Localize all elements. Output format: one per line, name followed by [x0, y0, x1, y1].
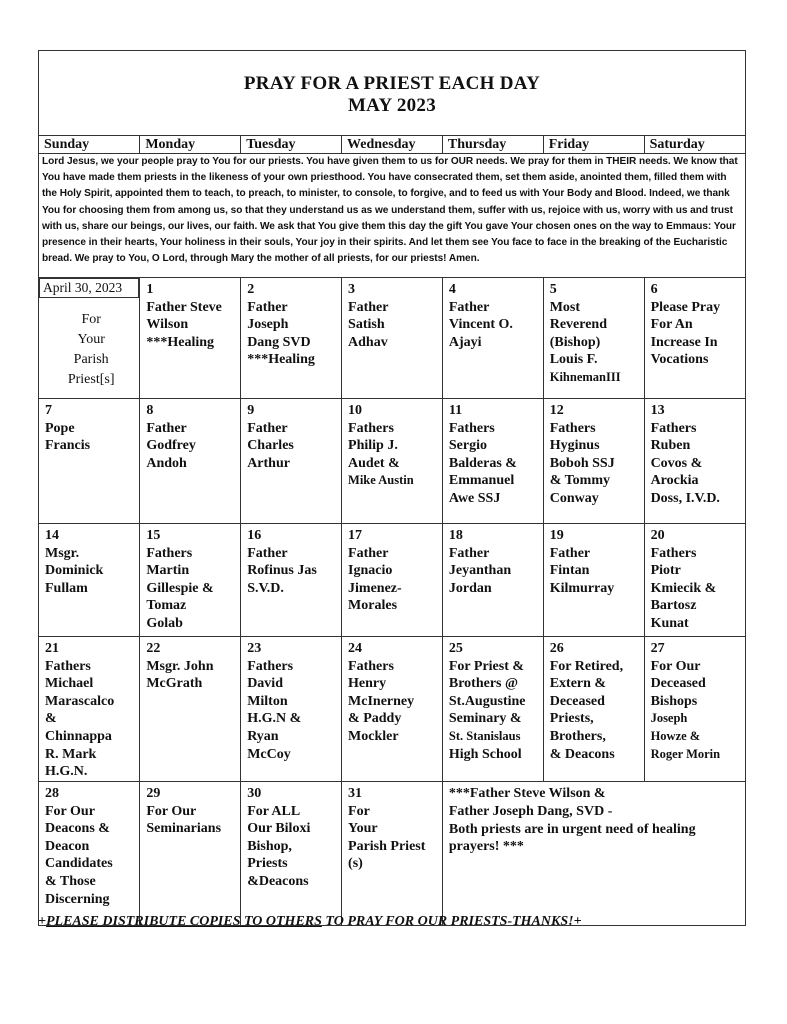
day-intention: Fathers Michael Marascalco & Chinnappa R. Mark H.G.N.	[45, 658, 115, 780]
day-cell	[644, 637, 745, 782]
day-number: 29	[146, 786, 161, 801]
day-intention: Fathers Martin Gillespie & Tomaz Golab	[146, 545, 214, 631]
day-cell	[241, 637, 342, 782]
day-number: 1	[146, 282, 154, 297]
weekday-header-row	[39, 136, 745, 154]
weekday-tuesday: Tuesday	[241, 136, 342, 154]
footer-note	[38, 914, 582, 930]
day-number: 28	[45, 786, 59, 801]
page-title: PRAY FOR A PRIEST EACH DAY	[243, 73, 541, 94]
footer-underlined: PLEASE DISTRIBUTE COPIES TO OTHERS	[45, 914, 322, 929]
day-intention: Fathers Philip J. Audet &	[348, 420, 400, 471]
day-cell	[241, 399, 342, 524]
day-intention: Father Satish Adhav	[348, 299, 389, 350]
day-number: 22	[146, 641, 161, 656]
day-number: 25	[448, 641, 463, 656]
week-row-4	[39, 637, 745, 782]
day-cell	[442, 524, 543, 637]
calendar-title	[39, 51, 745, 136]
day-number: 31	[348, 786, 363, 801]
month-title: MAY 2023	[347, 95, 437, 116]
day-number: 26	[549, 641, 564, 656]
day-intention: Father Joseph Dang SVD ***Healing	[247, 299, 315, 368]
day-intention-small: St. Stanislaus	[448, 728, 521, 743]
day-number: 14	[45, 528, 59, 543]
day-cell	[543, 278, 644, 399]
day-cell	[543, 524, 644, 637]
day-intention: Most Reverend (Bishop) Louis F.	[549, 299, 608, 368]
day-intention: For Retired, Extern & Deceased Priests, Brothers, & Deacons	[549, 658, 624, 762]
weekday-friday: Friday	[543, 136, 644, 154]
day-cell	[644, 524, 745, 637]
day-number: 5	[549, 282, 557, 297]
day-intention: Fathers Piotr Kmiecik & Bartosz Kunat	[650, 545, 717, 631]
day-intention: For Priest & Brothers @ St.Augustine Seminary &	[448, 658, 526, 727]
weekday-sunday: Sunday	[39, 136, 140, 154]
day-number: 12	[549, 403, 564, 418]
weekday-wednesday: Wednesday	[342, 136, 443, 154]
day-intention: Father Vincent O. Ajayi	[448, 299, 513, 350]
day-cell	[342, 278, 443, 399]
weekday-saturday: Saturday	[644, 136, 745, 154]
day-cell	[342, 524, 443, 637]
day-cell	[644, 399, 745, 524]
calendar-grid	[39, 136, 745, 925]
day-cell	[39, 782, 140, 926]
day-number: 23	[247, 641, 262, 656]
day-cell	[140, 782, 241, 926]
day-cell	[39, 399, 140, 524]
day-number: 27	[650, 641, 665, 656]
calendar-sheet	[38, 50, 746, 926]
day-intention: Father Ignacio Jimenez- Morales	[348, 545, 402, 614]
day-number: 10	[348, 403, 363, 418]
day-number: 17	[348, 528, 363, 543]
day-intention: Fathers Ruben Covos & Arockia Doss, I.V.D.	[650, 420, 720, 506]
day-number: 8	[146, 403, 154, 418]
week-row-1	[39, 278, 745, 399]
day-number: 24	[348, 641, 363, 656]
day-number: 9	[247, 403, 255, 418]
day-intention-small: KihnemanIII	[549, 369, 621, 384]
prayer-text: Lord Jesus, we your people pray to You for our priests. You have given them to us for OUR needs. We pray for them in THEIR needs. We know that You have made them priests in the likeness of your own priesthood. You have consecrated them, set them aside, anointed them, filled them with the Holy Spirit, appointed them to teach, to preach, to minister, to console, to forgive, and to feed us with Your Body and Blood. Indeed, we thank You for choosing them from among us, so that they understand us as we understand them, suffer with us, rejoice with us, worry with us and trust with us, share our beings, our lives, our faith. We ask that You give them this day the gift You gave Your chosen ones on the way to Emmaus: Your presence in their hearts, Your holiness in their souls, Your joy in their spirits. And let them see You face to face in the breaking of the Eucharistic bread. We pray to You, O Lord, through Mary the mother of all priests, for our priests! Amen.	[39, 154, 745, 278]
day-cell	[342, 782, 443, 926]
weekday-monday: Monday	[140, 136, 241, 154]
day-cell	[241, 278, 342, 399]
day-intention: Father Jeyanthan Jordan	[448, 545, 512, 596]
day-cell	[140, 278, 241, 399]
day-intention-small: Joseph Howze & Roger Morin	[650, 711, 721, 761]
day-cell	[442, 637, 543, 782]
day-cell	[442, 278, 543, 399]
day-intention: Fathers David Milton H.G.N & Ryan McCoy	[247, 658, 302, 762]
day-intention: For Our Deacons & Deacon Candidates & Those Discerning	[45, 803, 113, 907]
footer-prefix: +	[38, 914, 46, 929]
day-number: 21	[45, 641, 59, 656]
day-number: 19	[549, 528, 564, 543]
day-cell	[140, 524, 241, 637]
day-intention: Fathers Hyginus Boboh SSJ & Tommy Conway	[549, 420, 615, 506]
day-intention: Father Charles Arthur	[247, 420, 294, 471]
day-number: 18	[448, 528, 463, 543]
day-number: 11	[448, 403, 463, 418]
day-cell	[644, 278, 745, 399]
day-number: 16	[247, 528, 262, 543]
day-intention: For Our Seminarians	[146, 803, 222, 837]
day-cell	[140, 637, 241, 782]
footer-suffix: TO PRAY FOR OUR PRIESTS-THANKS!+	[321, 914, 582, 929]
day-intention: Fathers Henry McInerney & Paddy Mockler	[348, 658, 415, 744]
day-cell	[342, 399, 443, 524]
day-number: 2	[247, 282, 255, 297]
day-cell	[39, 637, 140, 782]
prayer-row	[39, 154, 745, 278]
day-intention: Father Rofinus Jas S.V.D.	[247, 545, 317, 596]
day-number: 6	[650, 282, 658, 297]
day-cell	[543, 637, 644, 782]
day-intention: Fathers Sergio Balderas & Emmanuel Awe SSJ	[448, 420, 517, 506]
day-number: 4	[448, 282, 456, 297]
day-number: 13	[650, 403, 665, 418]
day-intention: Pope Francis	[45, 420, 91, 454]
day-cell-april-30	[39, 278, 140, 399]
healing-note-text: ***Father Steve Wilson & Father Joseph Dang, SVD - Both priests are in urgent need of healing prayers! ***	[448, 786, 696, 855]
day-number: 30	[247, 786, 262, 801]
day-intention: For ALL Our Biloxi Bishop, Priests &Deacons	[247, 803, 311, 889]
april-date-box: April 30, 2023	[39, 278, 139, 298]
day-number: 20	[650, 528, 665, 543]
week-row-5	[39, 782, 745, 926]
day-cell	[543, 399, 644, 524]
healing-note	[442, 782, 745, 926]
day-cell	[241, 782, 342, 926]
april-note: For Your Parish Priest[s]	[67, 312, 115, 387]
week-row-3	[39, 524, 745, 637]
day-cell	[241, 524, 342, 637]
day-intention: For Your Parish Priest (s)	[348, 803, 426, 872]
day-intention: Father Godfrey Andoh	[146, 420, 196, 471]
day-intention: Please Pray For An Increase In Vocations	[650, 299, 721, 368]
day-cell	[140, 399, 241, 524]
day-intention: Father Steve Wilson ***Healing	[146, 299, 222, 350]
day-intention: Msgr. John McGrath	[146, 658, 214, 692]
day-number: 15	[146, 528, 161, 543]
day-intention-cont: High School	[448, 746, 522, 762]
day-intention: Father Fintan Kilmurray	[549, 545, 615, 596]
weekday-thursday: Thursday	[442, 136, 543, 154]
day-cell	[39, 524, 140, 637]
week-row-2	[39, 399, 745, 524]
day-cell	[442, 399, 543, 524]
day-intention: For Our Deceased Bishops	[650, 658, 706, 709]
day-number: 3	[348, 282, 356, 297]
day-number: 7	[45, 403, 52, 418]
day-cell	[342, 637, 443, 782]
day-intention-small: Mike Austin	[348, 473, 414, 488]
day-intention: Msgr. Dominick Fullam	[45, 545, 104, 596]
